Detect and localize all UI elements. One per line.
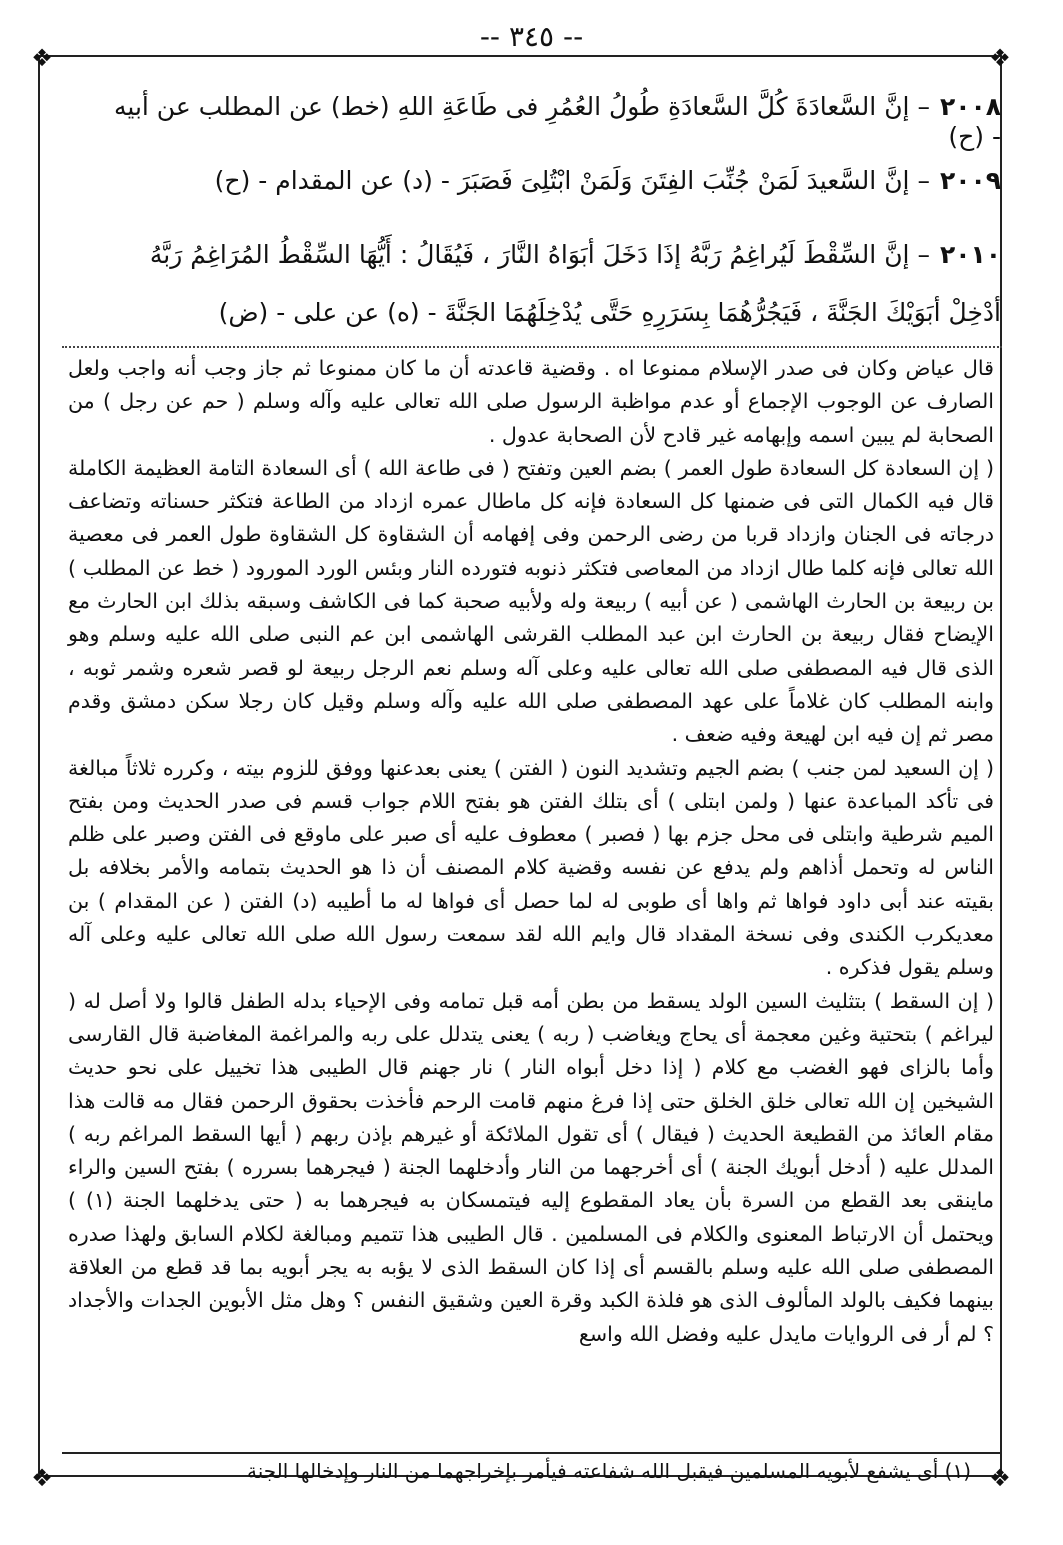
footnote: (١) أى يشفع لأبويه المسلمين فيقبل الله شفاعته فيأمر بإخراجهما من النار وإدخالها الجنة	[246, 1459, 971, 1483]
hadith-2009	[111, 166, 1001, 196]
hadith-text: – إنَّ السِّقْطَ لَيُراغِمُ رَبَّهُ إذَا دَخَلَ أبَوَاهُ النَّارَ ، فَيُقَالُ : أَيُّهَا السِّقْطُ المُرَاغِمُ رَبَّهُ أدْخِلْ أبَوَيْكَ الجَنَّةَ ، فَيَجُرُّهُمَا بِسَرَرِهِ حَتَّى يُدْخِلَهُمَا الجَنَّةَ - (ه) عن على - (ض)	[149, 240, 1001, 327]
corner-ornament-top-left: ❖	[31, 44, 53, 72]
hadith-text: – إنَّ السَّعادَةَ كُلَّ السَّعادَةِ طُولُ العُمُرِ فى طَاعَةِ اللهِ (خط) عن المطلب عن أبيه - (ح)	[114, 92, 1001, 151]
hadith-2008	[111, 92, 1001, 152]
commentary-paragraph: ( إن السعيد لمن جنب ) بضم الجيم وتشديد النون ( الفتن ) يعنى بعدعنها ووفق للزوم بيته ، وكرره ثلاثاً مبالغة فى تأكد المباعدة عنها ( ولمن ابتلى ) أى بتلك الفتن هو بفتح اللام جواب قسم فى صدر الحديث ومن بفتح الميم شرطية وابتلى فى محل جزم بها ( فصبر ) معطوف عليه أى صبر على ماوقع فى الفتن وصبر على ظلم الناس له وتحمل أذاهم ولم يدفع عن نفسه وقضية كلام المصنف أن ذا هو الحديث بتمامه والأمر بخلافه بل بقيته عند أبى داود فواها ثم واها أى طوبى له لما حصل أى فواها له ما أطيبه (د) الفتن ( عن المقدام ) بن معديكرب الكندى وفى نسخة المقداد قال وايم الله لقد سمعت رسول الله صلى الله تعالى عليه وعلى آله وسلم يقول فذكره .	[68, 755, 994, 980]
corner-ornament-top-right: ❖	[989, 44, 1011, 72]
commentary-paragraph: قال عياض وكان فى صدر الإسلام ممنوعا اه . وقضية قاعدته أن ما كان ممنوعا ثم جاز وجب أنه واجب ولعل الصارف عن الوجوب الإجماع أو عدم مواظبة الرسول صلى الله تعالى عليه وآله وسلم ( حم عن رجل ) من الصحابة لم يبين اسمه وإبهامه غير قادح لأن الصحابة عدول .	[68, 356, 994, 447]
commentary-body	[68, 352, 994, 1351]
section-divider	[62, 346, 1002, 348]
corner-ornament-bottom-left: ❖	[31, 1464, 53, 1492]
footnote-rule	[62, 1452, 1002, 1454]
commentary-paragraph: ( إن السعادة كل السعادة طول العمر ) بضم العين وتفتح ( فى طاعة الله ) أى السعادة التامة العظيمة الكاملة قال فيه الكمال التى فى ضمنها كل السعادة فإنه كل ماطال عمره ازداد من الطاعة فتكثر حسناته وتضاعف درجاته فى الجنان وازداد قربا من رضى الرحمن وفى إفهامه أن الشقاوة كل الشقاوة طول العمر فى معصية الله تعالى فإنه كلما طال ازداد من المعاصى فتكثر ذنوبه فتورده النار وبئس الورد المورود ( خط عن المطلب ) بن ربيعة بن الحارث الهاشمى ( عن أبيه ) ربيعة وله ولأبيه صحبة كما فى الكاشف وسبقه بذلك ابن الحارث مع الإيضاح فقال ربيعة بن الحارث ابن عبد المطلب القرشى الهاشمى ابن عم النبى صلى الله عليه وسلم وهو الذى قال فيه المصطفى صلى الله تعالى عليه وعلى آله وسلم نعم الرجل ربيعة لو قصر شعره وشمر ثوبه ، وابنه المطلب كان غلاماً على عهد المصطفى صلى الله عليه وآله وسلم وقيل كان رجلا سكن دمشق وقدم مصر ثم إن فيه ابن لهيعة وفيه ضعف .	[68, 455, 994, 747]
corner-ornament-bottom-right: ❖	[989, 1464, 1011, 1492]
commentary-paragraph: ( إن السقط ) بتثليث السين الولد يسقط من بطن أمه قبل تمامه وفى الإحياء بدله الطفل قالوا ولا أصل له ( ليراغم ) بتحتية وغين معجمة أى يحاج ويغاضب ( ربه ) يعنى يتدلل على ربه والمراغمة المغاضبة قال القارسى وأما بالزاى فهو الغضب مع كلام ( إذا دخل أبواه النار ) نار جهنم قال الطيبى هذا تخييل على نحو حديث الشيخين إن الله تعالى خلق الخلق حتى إذا فرغ منهم قامت الرحم فأخذت بحقوق الرحمن فقال مه قالت هذا مقام العائذ من القطيعة الحديث ( فيقال ) أى تقول الملائكة أو غيرهم بإذن ربهم ( أيها السقط المراغم ربه ) المدلل عليه ( أدخل أبويك الجنة ) أى أخرجهما من النار وأدخلهما الجنة ( فيجرهما بسرره ) بفتح السين والراء ماينقى بعد القطع من السرة بأن يعاد المقطوع إليه فيتمسكان به فيجرهما به ( حتى يدخلهما الجنة (١) ) ويحتمل أن الارتباط المعنوى والكلام فى المسلمين . قال الطيبى هذا تتميم ومبالغة لكلام السابق ولهذا صدره المصطفى صلى الله عليه وسلم بالقسم أى إذا كان السقط الذى لا يؤبه به يجر أبويه بما قد قطع من العلاقة بينهما فكيف بالولد المألوف الذى هو فلذة الكبد وقرة العين وشقيق النفس ؟ وهل مثل الأبوين الجدات والأجداد ؟ لم أر فى الروايات مايدل عليه وفضل الله واسع	[68, 988, 994, 1346]
hadith-number: ٢٠٠٩	[939, 166, 1001, 195]
hadith-text: – إنَّ السَّعيدَ لَمَنْ جُنِّبَ الفِتَنَ وَلَمَنْ ابْتُلِىَ فَصَبَرَ - (د) عن المقدام - (ح)	[214, 166, 930, 195]
hadith-number: ٢٠١٠	[939, 240, 1001, 269]
hadith-2010	[111, 226, 1001, 342]
page-number: -- ٣٤٥ --	[479, 20, 584, 53]
hadith-number: ٢٠٠٨	[939, 92, 1001, 121]
